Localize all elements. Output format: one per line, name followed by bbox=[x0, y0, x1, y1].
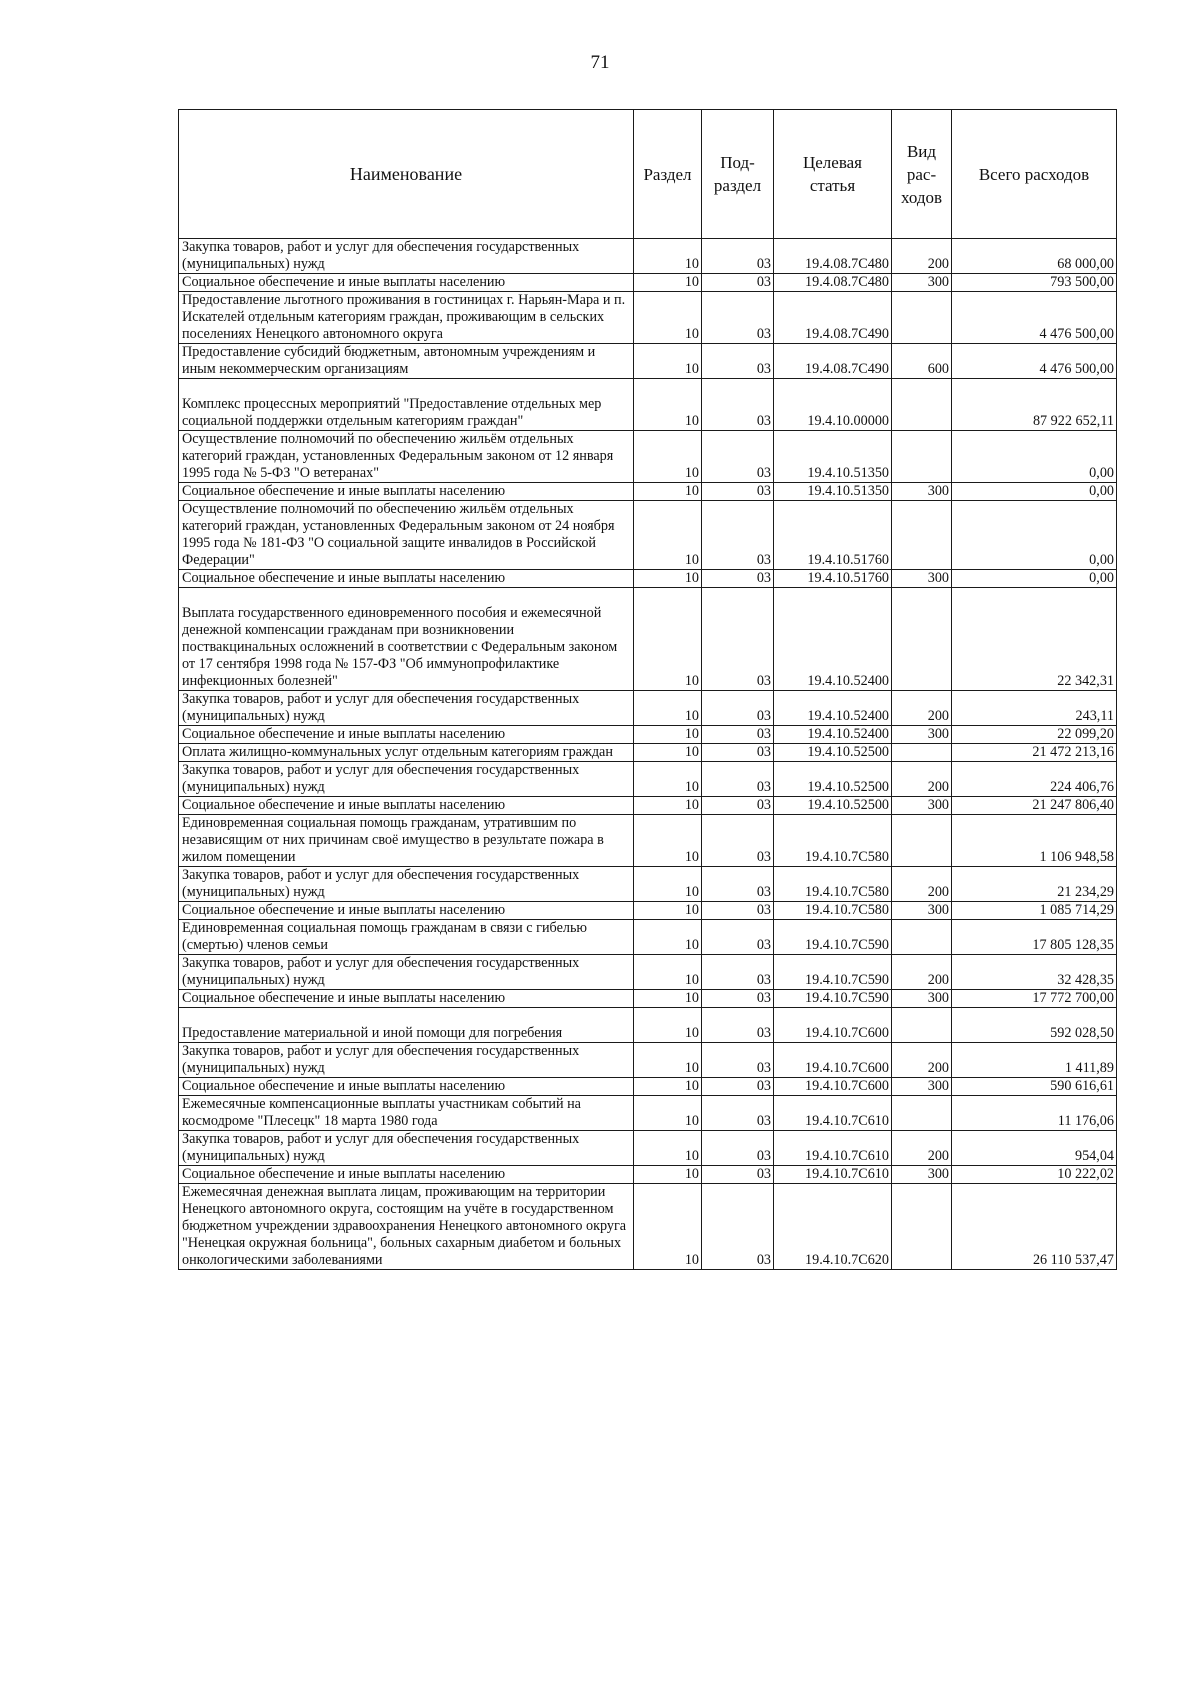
cell-razdel: 10 bbox=[634, 867, 702, 902]
cell-total: 68 000,00 bbox=[952, 239, 1117, 274]
table-row bbox=[179, 1131, 1117, 1166]
cell-vid: 200 bbox=[892, 1043, 952, 1078]
cell-total: 592 028,50 bbox=[952, 1008, 1117, 1043]
table-body bbox=[179, 239, 1117, 1270]
cell-podrazdel: 03 bbox=[702, 292, 774, 344]
cell-total: 1 106 948,58 bbox=[952, 815, 1117, 867]
cell-vid: 300 bbox=[892, 570, 952, 588]
table-row bbox=[179, 1096, 1117, 1131]
cell-target: 19.4.10.52500 bbox=[774, 797, 892, 815]
cell-podrazdel: 03 bbox=[702, 726, 774, 744]
cell-razdel: 10 bbox=[634, 762, 702, 797]
cell-name: Оплата жилищно-коммунальных услуг отдельным категориям граждан bbox=[179, 744, 634, 762]
cell-razdel: 10 bbox=[634, 797, 702, 815]
cell-podrazdel: 03 bbox=[702, 1096, 774, 1131]
cell-total: 21 247 806,40 bbox=[952, 797, 1117, 815]
cell-name: Предоставление материальной и иной помощи для погребения bbox=[179, 1008, 634, 1043]
cell-target: 19.4.08.7С490 bbox=[774, 344, 892, 379]
cell-total: 10 222,02 bbox=[952, 1166, 1117, 1184]
budget-table bbox=[178, 109, 1117, 1270]
cell-podrazdel: 03 bbox=[702, 762, 774, 797]
cell-total: 11 176,06 bbox=[952, 1096, 1117, 1131]
cell-vid: 600 bbox=[892, 344, 952, 379]
table-row bbox=[179, 726, 1117, 744]
cell-razdel: 10 bbox=[634, 379, 702, 431]
cell-target: 19.4.10.51760 bbox=[774, 570, 892, 588]
cell-vid bbox=[892, 379, 952, 431]
table-row bbox=[179, 902, 1117, 920]
cell-vid: 200 bbox=[892, 762, 952, 797]
cell-podrazdel: 03 bbox=[702, 1184, 774, 1270]
cell-target: 19.4.10.7С600 bbox=[774, 1008, 892, 1043]
table-row bbox=[179, 292, 1117, 344]
cell-total: 21 472 213,16 bbox=[952, 744, 1117, 762]
cell-target: 19.4.10.52400 bbox=[774, 691, 892, 726]
cell-razdel: 10 bbox=[634, 726, 702, 744]
cell-podrazdel: 03 bbox=[702, 379, 774, 431]
cell-vid bbox=[892, 815, 952, 867]
table-row bbox=[179, 1166, 1117, 1184]
cell-total: 1 411,89 bbox=[952, 1043, 1117, 1078]
cell-razdel: 10 bbox=[634, 1096, 702, 1131]
cell-vid bbox=[892, 431, 952, 483]
cell-podrazdel: 03 bbox=[702, 483, 774, 501]
cell-vid: 300 bbox=[892, 726, 952, 744]
cell-total: 21 234,29 bbox=[952, 867, 1117, 902]
cell-target: 19.4.10.7С590 bbox=[774, 920, 892, 955]
header-total: Всего расходов bbox=[952, 110, 1117, 239]
cell-target: 19.4.10.7С580 bbox=[774, 867, 892, 902]
table-row bbox=[179, 762, 1117, 797]
cell-razdel: 10 bbox=[634, 744, 702, 762]
cell-podrazdel: 03 bbox=[702, 239, 774, 274]
cell-name: Социальное обеспечение и иные выплаты населению bbox=[179, 726, 634, 744]
cell-vid bbox=[892, 1184, 952, 1270]
cell-name: Закупка товаров, работ и услуг для обеспечения государственных (муниципальных) нужд bbox=[179, 955, 634, 990]
table-row bbox=[179, 274, 1117, 292]
cell-podrazdel: 03 bbox=[702, 274, 774, 292]
table-row bbox=[179, 797, 1117, 815]
cell-target: 19.4.10.7С610 bbox=[774, 1096, 892, 1131]
cell-vid: 200 bbox=[892, 691, 952, 726]
cell-total: 954,04 bbox=[952, 1131, 1117, 1166]
header-podrazdel: Под- раздел bbox=[702, 110, 774, 239]
cell-target: 19.4.10.51350 bbox=[774, 483, 892, 501]
table-row bbox=[179, 990, 1117, 1008]
cell-name: Предоставление льготного проживания в гостиницах г. Нарьян-Мара и п. Искателей отдельным категориям граждан, проживающим в сельских поселениях Ненецкого автономного округа bbox=[179, 292, 634, 344]
cell-podrazdel: 03 bbox=[702, 588, 774, 691]
cell-vid: 300 bbox=[892, 1078, 952, 1096]
cell-name: Социальное обеспечение и иные выплаты населению bbox=[179, 902, 634, 920]
cell-razdel: 10 bbox=[634, 344, 702, 379]
cell-name: Социальное обеспечение и иные выплаты населению bbox=[179, 797, 634, 815]
header-target: Целевая статья bbox=[774, 110, 892, 239]
cell-target: 19.4.10.52500 bbox=[774, 762, 892, 797]
cell-podrazdel: 03 bbox=[702, 867, 774, 902]
cell-target: 19.4.10.7С580 bbox=[774, 815, 892, 867]
cell-razdel: 10 bbox=[634, 1008, 702, 1043]
cell-target: 19.4.08.7С490 bbox=[774, 292, 892, 344]
cell-total: 22 342,31 bbox=[952, 588, 1117, 691]
cell-total: 590 616,61 bbox=[952, 1078, 1117, 1096]
cell-vid: 200 bbox=[892, 1131, 952, 1166]
cell-vid bbox=[892, 501, 952, 570]
cell-target: 19.4.10.51350 bbox=[774, 431, 892, 483]
cell-total: 17 805 128,35 bbox=[952, 920, 1117, 955]
cell-total: 0,00 bbox=[952, 570, 1117, 588]
cell-total: 4 476 500,00 bbox=[952, 292, 1117, 344]
header-razdel: Раздел bbox=[634, 110, 702, 239]
cell-total: 0,00 bbox=[952, 483, 1117, 501]
cell-total: 4 476 500,00 bbox=[952, 344, 1117, 379]
cell-name: Предоставление субсидий бюджетным, автономным учреждениям и иным некоммерческим организациям bbox=[179, 344, 634, 379]
table-header bbox=[179, 110, 1117, 239]
cell-total: 1 085 714,29 bbox=[952, 902, 1117, 920]
table-row bbox=[179, 344, 1117, 379]
cell-podrazdel: 03 bbox=[702, 902, 774, 920]
cell-total: 32 428,35 bbox=[952, 955, 1117, 990]
cell-target: 19.4.10.7С600 bbox=[774, 1078, 892, 1096]
cell-total: 22 099,20 bbox=[952, 726, 1117, 744]
cell-target: 19.4.08.7С480 bbox=[774, 239, 892, 274]
cell-total: 224 406,76 bbox=[952, 762, 1117, 797]
cell-razdel: 10 bbox=[634, 1131, 702, 1166]
cell-target: 19.4.10.7С610 bbox=[774, 1166, 892, 1184]
cell-name: Ежемесячные компенсационные выплаты участникам событий на космодроме "Плесецк" 18 марта 1980 года bbox=[179, 1096, 634, 1131]
cell-podrazdel: 03 bbox=[702, 1043, 774, 1078]
cell-name: Закупка товаров, работ и услуг для обеспечения государственных (муниципальных) нужд bbox=[179, 1131, 634, 1166]
cell-podrazdel: 03 bbox=[702, 501, 774, 570]
cell-name: Комплекс процессных мероприятий "Предоставление отдельных мер социальной поддержки отдельным категориям граждан" bbox=[179, 379, 634, 431]
cell-name: Выплата государственного единовременного пособия и ежемесячной денежной компенсации гражданам при возникновении поствакцинальных осложнений в соответствии с Федеральным законом от 17 сентября 1998 года № 157-ФЗ "Об иммунопрофилактике инфекционных болезней" bbox=[179, 588, 634, 691]
cell-razdel: 10 bbox=[634, 588, 702, 691]
cell-total: 243,11 bbox=[952, 691, 1117, 726]
cell-razdel: 10 bbox=[634, 1166, 702, 1184]
table-row bbox=[179, 483, 1117, 501]
cell-razdel: 10 bbox=[634, 483, 702, 501]
cell-name: Осуществление полномочий по обеспечению жильём отдельных категорий граждан, установленных Федеральным законом от 24 ноября 1995 года № 181-ФЗ "О социальной защите инвалидов в Российской Федерации" bbox=[179, 501, 634, 570]
cell-razdel: 10 bbox=[634, 501, 702, 570]
cell-razdel: 10 bbox=[634, 431, 702, 483]
header-name: Наименование bbox=[179, 110, 634, 239]
cell-target: 19.4.10.52500 bbox=[774, 744, 892, 762]
table-row bbox=[179, 955, 1117, 990]
cell-target: 19.4.10.52400 bbox=[774, 726, 892, 744]
cell-target: 19.4.10.7С620 bbox=[774, 1184, 892, 1270]
cell-razdel: 10 bbox=[634, 274, 702, 292]
cell-podrazdel: 03 bbox=[702, 920, 774, 955]
cell-podrazdel: 03 bbox=[702, 691, 774, 726]
cell-target: 19.4.10.00000 bbox=[774, 379, 892, 431]
cell-total: 87 922 652,11 bbox=[952, 379, 1117, 431]
cell-name: Социальное обеспечение и иные выплаты населению bbox=[179, 570, 634, 588]
cell-vid bbox=[892, 588, 952, 691]
table-row bbox=[179, 1184, 1117, 1270]
cell-name: Закупка товаров, работ и услуг для обеспечения государственных (муниципальных) нужд bbox=[179, 239, 634, 274]
cell-name: Социальное обеспечение и иные выплаты населению bbox=[179, 990, 634, 1008]
table-row bbox=[179, 239, 1117, 274]
cell-vid: 200 bbox=[892, 867, 952, 902]
cell-podrazdel: 03 bbox=[702, 1166, 774, 1184]
cell-razdel: 10 bbox=[634, 815, 702, 867]
cell-name: Закупка товаров, работ и услуг для обеспечения государственных (муниципальных) нужд bbox=[179, 1043, 634, 1078]
cell-name: Социальное обеспечение и иные выплаты населению bbox=[179, 1078, 634, 1096]
cell-razdel: 10 bbox=[634, 955, 702, 990]
cell-target: 19.4.10.7С590 bbox=[774, 955, 892, 990]
cell-vid bbox=[892, 292, 952, 344]
cell-vid bbox=[892, 744, 952, 762]
cell-razdel: 10 bbox=[634, 920, 702, 955]
cell-vid: 300 bbox=[892, 274, 952, 292]
table-row bbox=[179, 920, 1117, 955]
cell-vid bbox=[892, 920, 952, 955]
cell-podrazdel: 03 bbox=[702, 1078, 774, 1096]
cell-razdel: 10 bbox=[634, 1043, 702, 1078]
table-row bbox=[179, 691, 1117, 726]
table-row bbox=[179, 815, 1117, 867]
cell-vid: 300 bbox=[892, 483, 952, 501]
table-row bbox=[179, 744, 1117, 762]
cell-razdel: 10 bbox=[634, 902, 702, 920]
cell-name: Единовременная социальная помощь гражданам в связи с гибелью (смертью) членов семьи bbox=[179, 920, 634, 955]
cell-podrazdel: 03 bbox=[702, 990, 774, 1008]
cell-vid: 200 bbox=[892, 239, 952, 274]
cell-name: Закупка товаров, работ и услуг для обеспечения государственных (муниципальных) нужд bbox=[179, 691, 634, 726]
table-row bbox=[179, 501, 1117, 570]
cell-podrazdel: 03 bbox=[702, 570, 774, 588]
cell-total: 793 500,00 bbox=[952, 274, 1117, 292]
cell-name: Социальное обеспечение и иные выплаты населению bbox=[179, 1166, 634, 1184]
cell-razdel: 10 bbox=[634, 990, 702, 1008]
table-row bbox=[179, 379, 1117, 431]
cell-podrazdel: 03 bbox=[702, 431, 774, 483]
cell-razdel: 10 bbox=[634, 292, 702, 344]
table-row bbox=[179, 1043, 1117, 1078]
page-number: 71 bbox=[590, 52, 610, 73]
cell-podrazdel: 03 bbox=[702, 1131, 774, 1166]
cell-vid bbox=[892, 1008, 952, 1043]
table-row bbox=[179, 1078, 1117, 1096]
cell-target: 19.4.10.52400 bbox=[774, 588, 892, 691]
cell-razdel: 10 bbox=[634, 570, 702, 588]
cell-name: Единовременная социальная помощь гражданам, утратившим по независящим от них причинам своё имущество в результате пожара в жилом помещении bbox=[179, 815, 634, 867]
header-vid: Вид рас- ходов bbox=[892, 110, 952, 239]
cell-target: 19.4.08.7С480 bbox=[774, 274, 892, 292]
cell-podrazdel: 03 bbox=[702, 344, 774, 379]
cell-vid: 300 bbox=[892, 1166, 952, 1184]
cell-podrazdel: 03 bbox=[702, 1008, 774, 1043]
cell-podrazdel: 03 bbox=[702, 955, 774, 990]
cell-razdel: 10 bbox=[634, 239, 702, 274]
cell-name: Закупка товаров, работ и услуг для обеспечения государственных (муниципальных) нужд bbox=[179, 762, 634, 797]
cell-vid: 200 bbox=[892, 955, 952, 990]
cell-name: Осуществление полномочий по обеспечению жильём отдельных категорий граждан, установленных Федеральным законом от 12 января 1995 года № 5-ФЗ "О ветеранах" bbox=[179, 431, 634, 483]
cell-name: Закупка товаров, работ и услуг для обеспечения государственных (муниципальных) нужд bbox=[179, 867, 634, 902]
cell-target: 19.4.10.7С590 bbox=[774, 990, 892, 1008]
cell-podrazdel: 03 bbox=[702, 744, 774, 762]
table-header-row bbox=[179, 110, 1117, 239]
cell-razdel: 10 bbox=[634, 1184, 702, 1270]
cell-name: Ежемесячная денежная выплата лицам, проживающим на территории Ненецкого автономного округа, состоящим на учёте в государственном бюджетном учреждении здравоохранения Ненецкого автономного округа "Ненецкая окружная больница", больных сахарным диабетом и больных онкологическими заболеваниями bbox=[179, 1184, 634, 1270]
cell-vid bbox=[892, 1096, 952, 1131]
cell-podrazdel: 03 bbox=[702, 797, 774, 815]
table-row bbox=[179, 431, 1117, 483]
cell-podrazdel: 03 bbox=[702, 815, 774, 867]
cell-target: 19.4.10.7С600 bbox=[774, 1043, 892, 1078]
cell-target: 19.4.10.7С580 bbox=[774, 902, 892, 920]
cell-name: Социальное обеспечение и иные выплаты населению bbox=[179, 274, 634, 292]
table-row bbox=[179, 867, 1117, 902]
cell-total: 0,00 bbox=[952, 501, 1117, 570]
cell-vid: 300 bbox=[892, 797, 952, 815]
cell-razdel: 10 bbox=[634, 691, 702, 726]
cell-total: 17 772 700,00 bbox=[952, 990, 1117, 1008]
cell-total: 0,00 bbox=[952, 431, 1117, 483]
cell-name: Социальное обеспечение и иные выплаты населению bbox=[179, 483, 634, 501]
cell-razdel: 10 bbox=[634, 1078, 702, 1096]
cell-vid: 300 bbox=[892, 990, 952, 1008]
table-row bbox=[179, 588, 1117, 691]
cell-target: 19.4.10.7С610 bbox=[774, 1131, 892, 1166]
cell-target: 19.4.10.51760 bbox=[774, 501, 892, 570]
cell-vid: 300 bbox=[892, 902, 952, 920]
table-row bbox=[179, 1008, 1117, 1043]
cell-total: 26 110 537,47 bbox=[952, 1184, 1117, 1270]
table-row bbox=[179, 570, 1117, 588]
